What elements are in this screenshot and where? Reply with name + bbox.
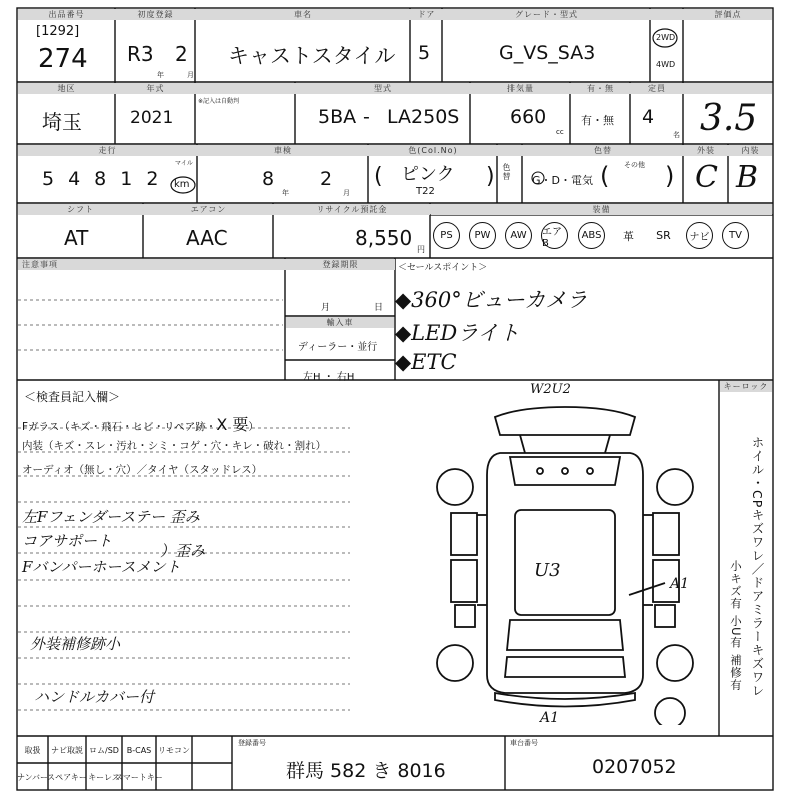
handwritten-3: Fバンパーホースメント [22, 558, 181, 576]
header-score: 評価点 [684, 9, 772, 20]
header-exterior: 外装 [684, 145, 728, 156]
region-value: 埼玉 [42, 110, 82, 134]
displacement-value: 660 [510, 106, 547, 128]
score-value: 3.5 [700, 98, 758, 139]
footer-cell-4: リモコン [158, 745, 190, 755]
header-mileage: 走行 [18, 145, 197, 156]
footer-cell-b-1: スペアキー [47, 772, 87, 782]
handwritten-2: コアサポート [22, 532, 113, 550]
car-name: キャストスタイル [228, 44, 396, 68]
color-other-paren-close: ) [665, 162, 675, 190]
type-prefix: 5BA [318, 106, 357, 128]
inspector-title: ＜検査員記入欄＞ [24, 390, 121, 404]
header-ac: 有・無 [571, 83, 630, 94]
exterior-grade: C [695, 160, 718, 195]
handwritten-1: 左Fフェンダーステー 歪み [22, 508, 200, 526]
equip-6: SR [656, 229, 671, 242]
header-type: 型式 [296, 83, 470, 94]
mileage-unit-top: マイル [175, 160, 193, 167]
color-change-label: 色替 [502, 163, 511, 181]
header-displacement: 排気量 [471, 83, 570, 94]
first-reg-month: 2 [175, 42, 188, 66]
import-steer: 左H ・ 右H [303, 372, 355, 383]
header-seats: 定員 [631, 83, 683, 94]
header-import: 輸入車 [286, 317, 394, 328]
drive-4wd: 4WD [656, 60, 676, 69]
header-car-name: 車名 [196, 9, 410, 20]
ac-options: 有・無 [581, 114, 614, 127]
header-region: 地区 [18, 83, 115, 94]
footer-cell-0: 取扱 [24, 745, 41, 755]
header-inspection: 車検 [198, 145, 368, 156]
sales-point-2: ◆LEDライト [395, 321, 520, 345]
footer-cell-b-2: キーレス [88, 772, 120, 782]
sales-point-1: ◆360°ビューカメラ [395, 288, 588, 312]
inspector-line-audio: オーディオ（無し・穴）／タイヤ（スタッドレス） [22, 464, 263, 476]
inspector-line-interior: 内装（キズ・スレ・汚れ・シミ・コゲ・穴・キレ・破れ・割れ） [22, 440, 327, 452]
header-grade: グレード・型式 [443, 9, 650, 20]
header-door: ドア [411, 9, 442, 20]
equip-3: エアB [541, 222, 568, 249]
handwritten-6: ハンドルカバー付 [34, 688, 155, 706]
fglass-label: Fガラス（キズ・飛石・ヒビ・リペア跡・ [22, 421, 217, 433]
model-year-note: ※記入は自動判 [198, 98, 240, 105]
diagram-mark-center: U3 [534, 560, 561, 581]
diagram-mark-top: W2U2 [530, 382, 571, 397]
footer-plate-label: 登録番号 [238, 739, 266, 747]
type-model: LA250S [387, 106, 460, 128]
inspection-month: 2 [320, 168, 333, 190]
header-notes: 注意事項 [18, 259, 285, 270]
seats-unit: 名 [673, 131, 680, 139]
diagram-mark-side: A1 [670, 576, 690, 592]
mileage-digits: 54812 [42, 168, 173, 190]
car-diagram [425, 395, 705, 725]
side-note-col2: 小キズ有 小U有 補修有 [729, 560, 743, 692]
color-change-options: G・D・電気 [532, 174, 593, 187]
footer-cell-3: B-CAS [126, 745, 152, 755]
header-reg-deadline: 登録期限 [286, 259, 395, 270]
header-sales-points: ＜セールスポイント＞ [398, 263, 488, 273]
footer-plate: 群馬 582 き 8016 [286, 760, 446, 782]
footer-frame: 0207052 [592, 756, 677, 778]
fglass-close: ） [248, 421, 259, 433]
import-dealer: ディーラー・並行 [298, 342, 378, 353]
mileage-unit: km [174, 179, 190, 190]
footer-cell-b-3: スマートキー [115, 772, 163, 782]
equip-8: TV [722, 222, 749, 249]
type-dash: - [363, 106, 370, 128]
lot-number: 274 [38, 44, 88, 74]
header-model-year: 年式 [116, 83, 195, 94]
header-equip: 装備 [431, 204, 772, 215]
equip-0: PS [433, 222, 460, 249]
recycle-value: 8,550 [355, 226, 413, 250]
lot-bracket: [1292] [36, 24, 80, 39]
first-reg-month-unit: 月 [187, 71, 194, 79]
color-code: T22 [416, 186, 435, 197]
reg-deadline-month: 月 [321, 303, 331, 313]
first-reg-era: R3 [127, 42, 154, 66]
header-aircon: エアコン [144, 204, 273, 215]
header-first-reg: 初度登録 [116, 9, 195, 20]
inspection-year: 8 [262, 168, 275, 190]
footer-cell-b-0: ナンバー [16, 772, 49, 782]
reg-deadline-day: 日 [374, 303, 384, 313]
handwritten-5: 外装補修跡小 [30, 635, 121, 653]
fglass-mark: X 要 [216, 415, 249, 434]
shift-value: AT [64, 226, 89, 250]
header-color: 色(Col.No) [369, 145, 497, 156]
footer-frame-label: 車台番号 [510, 739, 538, 747]
interior-grade: B [736, 160, 759, 195]
aircon-value: AAC [186, 226, 228, 250]
color-other-label: その他 [624, 161, 645, 169]
equip-2: AW [505, 222, 532, 249]
inspection-month-unit: 月 [343, 189, 350, 197]
header-interior: 内装 [729, 145, 772, 156]
color-other-paren-open: ( [600, 162, 610, 190]
equip-5: 革 [623, 229, 634, 243]
drive-2wd: 2WD [656, 33, 676, 42]
displacement-unit: cc [556, 128, 564, 136]
footer-cell-1: ナビ取説 [51, 745, 83, 755]
sales-point-3: ◆ETC [395, 350, 457, 374]
inspection-year-unit: 年 [282, 189, 289, 197]
header-color-type: 色替 [523, 145, 683, 156]
equip-4: ABS [578, 222, 605, 249]
equip-1: PW [469, 222, 496, 249]
equip-7: ナビ [686, 222, 713, 249]
seats-value: 4 [642, 106, 655, 128]
color-paren-close: ) [486, 164, 495, 189]
first-reg-year-unit: 年 [157, 71, 164, 79]
color-name: ピンク [401, 164, 455, 185]
side-note-col1: ホイル・CPキズワレ／ドアミラーキズワレ [750, 436, 765, 698]
diagram-mark-bottom: A1 [540, 710, 560, 726]
header-keylock: キーロック [720, 381, 772, 392]
door-count: 5 [418, 42, 431, 64]
header-recycle: リサイクル預託金 [274, 204, 430, 215]
handwritten-4: ）歪み [160, 542, 206, 560]
inspector-line-fglass [22, 412, 259, 435]
grade-code: G_VS_SA3 [499, 42, 596, 64]
footer-cell-2: ロム/SD [89, 745, 119, 755]
color-paren-open: ( [374, 164, 383, 189]
model-year-value: 2021 [130, 108, 174, 128]
recycle-unit: 円 [417, 245, 425, 254]
header-lot: 出品番号 [18, 9, 115, 20]
header-shift: シフト [18, 204, 143, 215]
